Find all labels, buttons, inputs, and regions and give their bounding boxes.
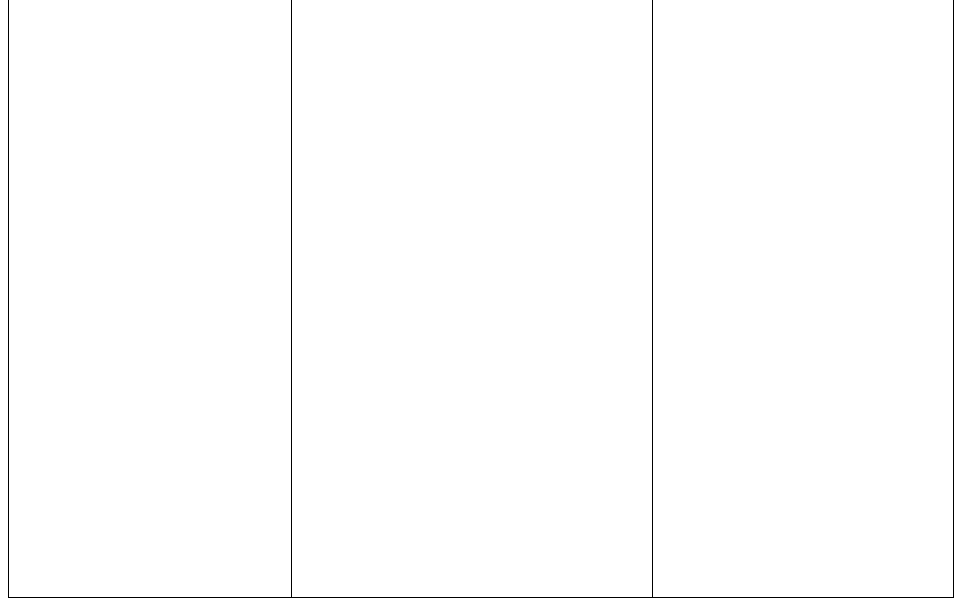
- separator-line: [309, 168, 648, 185]
- document-table: [8, 0, 954, 598]
- middle-column: [292, 0, 652, 597]
- left-column: [9, 0, 291, 597]
- right-column: [653, 0, 954, 597]
